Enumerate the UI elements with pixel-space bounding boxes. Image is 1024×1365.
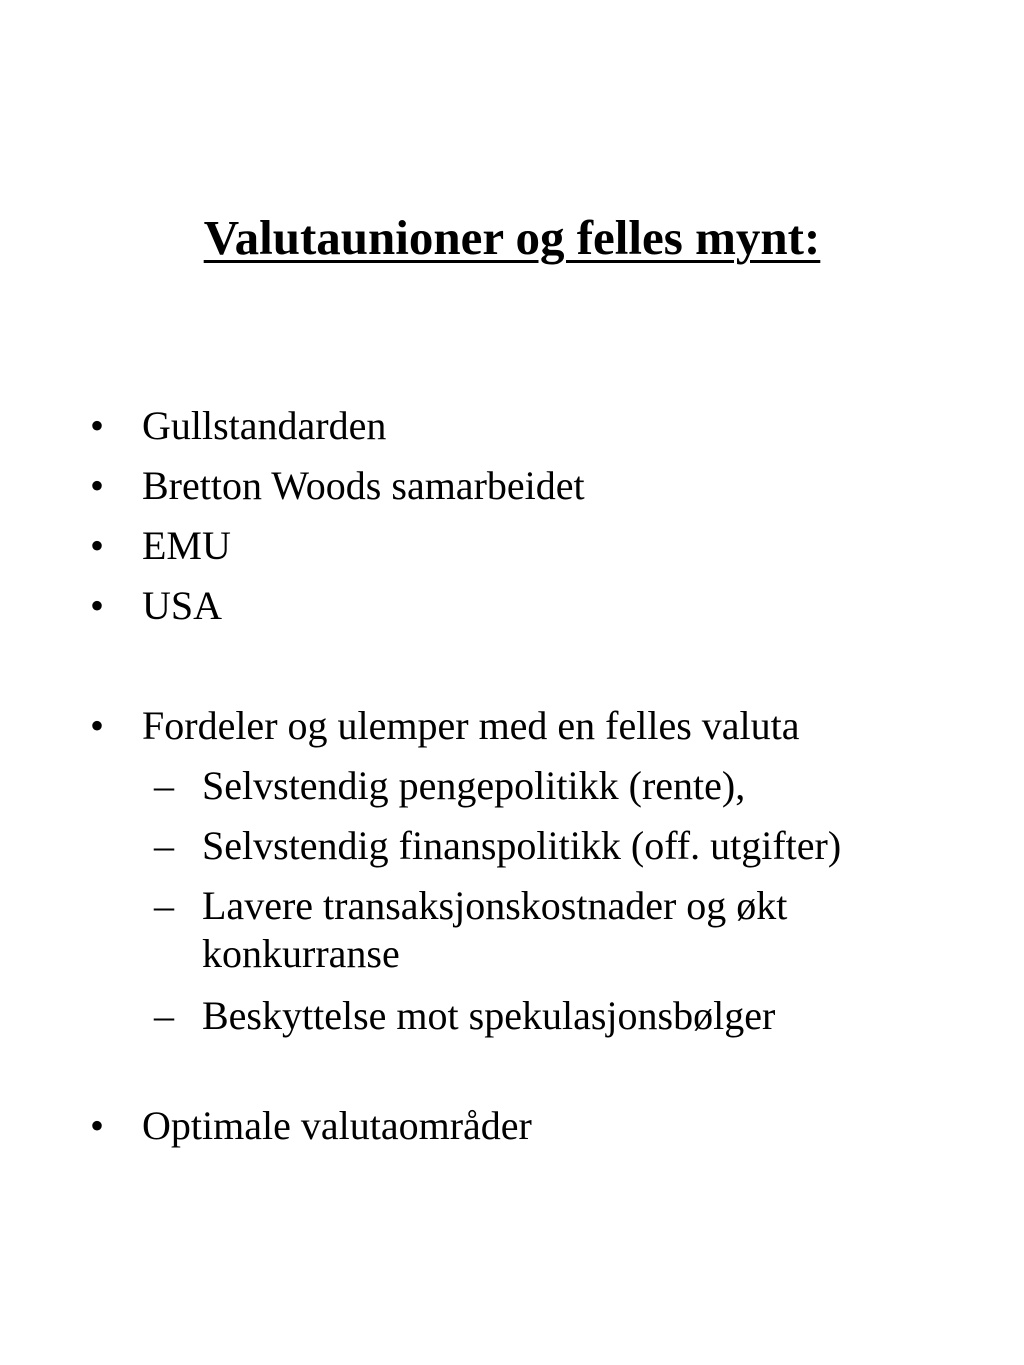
sub-list-item-text: Lavere transaksjonskostnader og økt konkurranse <box>202 883 788 976</box>
list-item-text: USA <box>142 583 223 628</box>
sub-list-item-text: Selvstendig finanspolitikk (off. utgifter) <box>202 823 842 868</box>
bullet-marker: • <box>90 583 105 628</box>
dash-marker: – <box>154 883 174 928</box>
bullet-marker: • <box>90 463 105 508</box>
list-item-text: Optimale valutaområder <box>142 1103 532 1148</box>
sub-list-item <box>154 882 922 978</box>
list-item-text: Bretton Woods samarbeidet <box>142 463 585 508</box>
list-item-text: Gullstandarden <box>142 403 387 448</box>
sub-list-item-text: Beskyttelse mot spekulasjonsbølger <box>202 993 776 1038</box>
list-item-text: EMU <box>142 523 231 568</box>
bullet-marker: • <box>90 703 105 748</box>
dash-marker: – <box>154 823 174 868</box>
bullet-marker: • <box>90 523 105 568</box>
sub-list-item <box>154 762 746 810</box>
list-item <box>90 462 585 510</box>
sub-list-item <box>154 822 842 870</box>
list-item <box>90 702 800 750</box>
list-item <box>90 522 231 570</box>
slide-title: Valutaunioner og felles mynt: <box>203 210 821 265</box>
bullet-marker: • <box>90 1103 105 1148</box>
dash-marker: – <box>154 993 174 1038</box>
dash-marker: – <box>154 763 174 808</box>
list-item <box>90 582 223 630</box>
list-item <box>90 402 387 450</box>
bullet-marker: • <box>90 403 105 448</box>
sub-list-item-text: Selvstendig pengepolitikk (rente), <box>202 763 746 808</box>
list-item-text: Fordeler og ulemper med en felles valuta <box>142 703 800 748</box>
sub-list-item <box>154 992 776 1040</box>
list-item <box>90 1102 532 1150</box>
